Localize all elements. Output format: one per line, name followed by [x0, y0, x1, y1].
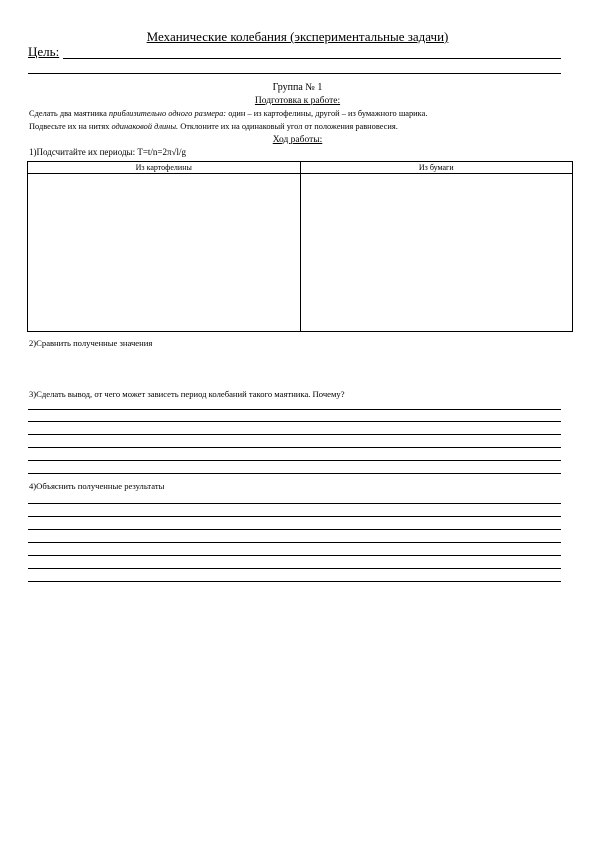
instruction-line-2: [29, 122, 398, 131]
answer-line[interactable]: [28, 542, 561, 543]
answer-line[interactable]: [28, 568, 561, 569]
instr2-text-b: одинаковой длины.: [111, 122, 179, 131]
observation-table: [27, 161, 573, 332]
goal-line: [63, 58, 561, 59]
answer-line[interactable]: [28, 421, 561, 422]
answer-line[interactable]: [28, 516, 561, 517]
step-3: 3)Сделать вывод, от чего может зависеть период колебаний такого маятника. Почему?: [29, 389, 345, 399]
instruction-line-1: [29, 109, 427, 118]
step-2: 2)Сравнить полученные значения: [29, 338, 153, 348]
table-cell-potato[interactable]: [28, 174, 301, 332]
table-header-potato: Из картофелины: [28, 162, 301, 174]
instr2-text-c: Отклоните их на одинаковый угол от положения равновесия.: [178, 122, 398, 131]
answer-line[interactable]: [28, 447, 561, 448]
answer-line[interactable]: [28, 434, 561, 435]
answer-line[interactable]: [28, 581, 561, 582]
answer-line[interactable]: [28, 503, 561, 504]
step-4: 4)Объяснить полученные результаты: [29, 481, 165, 491]
worksheet-title: Механические колебания (экспериментальные задачи): [146, 29, 449, 44]
table-cell-paper[interactable]: [300, 174, 573, 332]
answer-line[interactable]: [28, 460, 561, 461]
goal-line-2: [28, 73, 561, 74]
prep-heading: Подготовка к работе:: [254, 96, 341, 106]
step-1: 1)Подсчитайте их периоды: T=t/n=2π√l/g: [29, 147, 186, 157]
answer-line[interactable]: [28, 473, 561, 474]
table-header-paper: Из бумаги: [300, 162, 573, 174]
progress-heading: Ход работы:: [272, 135, 323, 145]
group-title: Группа № 1: [272, 82, 323, 93]
answer-line[interactable]: [28, 555, 561, 556]
goal-label: Цель:: [28, 44, 60, 59]
instr1-text-b: приблизительно одного размера:: [108, 109, 227, 118]
instr1-text-a: Сделать два маятника: [29, 109, 109, 118]
instr1-text-c: один – из картофелины, другой – из бумажного шарика.: [226, 109, 428, 118]
answer-line[interactable]: [28, 409, 561, 410]
instr2-text-a: Подвесьте их на нитях: [29, 122, 112, 131]
answer-line[interactable]: [28, 529, 561, 530]
